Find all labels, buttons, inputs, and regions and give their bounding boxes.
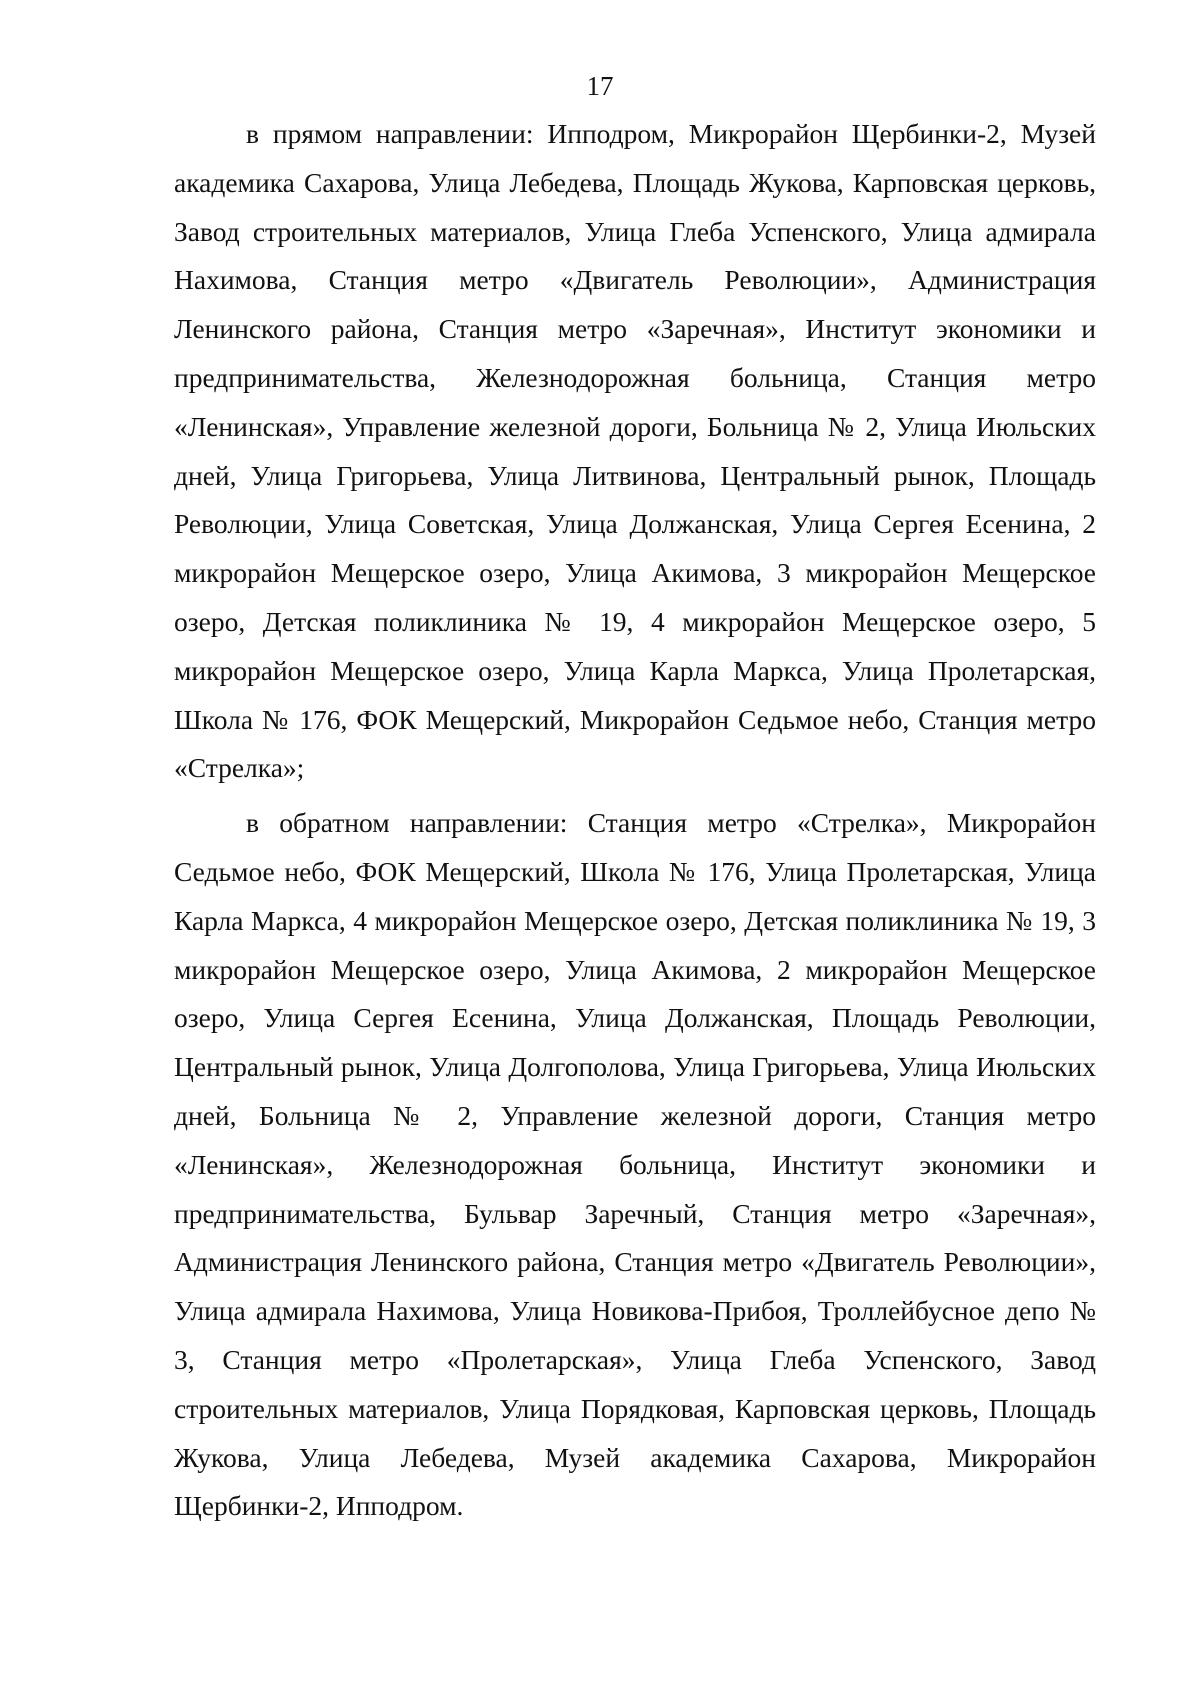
page-number: 17 — [586, 71, 614, 101]
reverse-direction-paragraph: в обратном направлении: Станция метро «Стрелка», Микрорайон Седьмое небо, ФОК Мещерский, Школа № 176, Улица Пролетарская, Улица Карла Маркса, 4 микрорайон Мещерское озеро, Детская поликлиника № 19, 3 микрорайон Мещерское озеро, Улица Акимова, 2 микрорайон Мещерское озеро, Улица Сергея Есенина, Улица Должанская, Площадь Революции, Центральный рынок, Улица Долгополова, Улица Григорьева, Улица Июльских дней, Больница № 2, Управление железной дороги, Станция метро «Ленинская», Железнодорожная больница, Институт экономики и предпринимательства, Бульвар Заречный, Станция метро «Заречная», Администрация Ленинского района, Станция метро «Двигатель Революции», Улица адмирала Нахимова, Улица Новикова-Прибоя, Троллейбусное депо № 3, Станция метро «Пролетарская», Улица Глеба Успенского, Завод строительных материалов, Улица Порядковая, Карповская церковь, Площадь Жукова, Улица Лебедева, Музей академика Сахарова, Микрорайон Щербинки-2, Ипподром. — [174, 807, 1096, 1522]
document-body — [174, 110, 1096, 1531]
forward-direction-paragraph: в прямом направлении: Ипподром, Микрорайон Щербинки-2, Музей академика Сахарова, Улица Лебедева, Площадь Жукова, Карповская церковь, Завод строительных материалов, Улица Глеба Успенского, Улица адмирала Нахимова, Станция метро «Двигатель Революции», Администрация Ленинского района, Станция метро «Заречная», Институт экономики и предпринимательства, Железнодорожная больница, Станция метро «Ленинская», Управление железной дороги, Больница № 2, Улица Июльских дней, Улица Григорьева, Улица Литвинова, Центральный рынок, Площадь Революции, Улица Советская, Улица Должанская, Улица Сергея Есенина, 2 микрорайон Мещерское озеро, Улица Акимова, 3 микрорайон Мещерское озеро, Детская поликлиника № 19, 4 микрорайон Мещерское озеро, 5 микрорайон Мещерское озеро, Улица Карла Маркса, Улица Пролетарская, Школа № 176, ФОК Мещерский, Микрорайон Седьмое небо, Станция метро «Стрелка»; — [174, 118, 1096, 784]
